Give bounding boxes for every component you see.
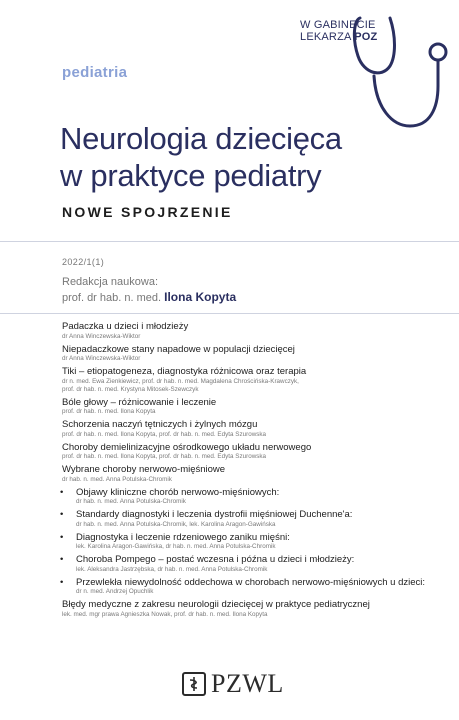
divider-top [0, 241, 459, 242]
toc-authors: prof. dr hab. n. med. Ilona Kopyta [62, 408, 156, 415]
toc-authors: prof. dr hab. n. med. Ilona Kopyta, prof. dr hab. n. med. Edyta Szurowska [62, 430, 267, 438]
toc-subauthors: dr n. med. Andrzej Opuchlik [76, 588, 154, 595]
editor-name [62, 290, 236, 304]
toc-entry [62, 464, 442, 484]
pzwl-logo-icon [182, 672, 206, 696]
toc-authors: dr Anna Winczewska-Wiktor [62, 355, 141, 362]
toc-entry [62, 599, 442, 619]
toc-title: Bóle głowy – różnicowanie i leczenie [62, 396, 217, 408]
toc-title: Tiki – etiopatogeneza, diagnostyka różnicowa oraz terapia [62, 366, 307, 377]
toc-authors: dr n. med. Ewa Zienkiewicz, prof. dr hab. n. med. Magdalena Chrościńska-Krawczyk, [62, 377, 299, 385]
bullet-icon: • [60, 531, 64, 543]
toc-title: Niepadaczkowe stany napadowe w populacji dziecięcej [62, 343, 295, 355]
series-line-2-bold: POZ [354, 31, 378, 43]
toc-title: Choroby demielinizacyjne ośrodkowego układu nerwowego [62, 441, 312, 453]
toc-authors: lek. med. mgr prawa Agnieszka Nowak, prof. dr hab. n. med. Ilona Kopyta [62, 610, 268, 618]
toc-entry [62, 397, 442, 417]
bullet-icon: • [60, 509, 64, 520]
toc-subtitle: Choroba Pompego – postać wczesna i późna u dzieci i młodzieży: [76, 554, 355, 565]
toc-subentry [62, 509, 442, 529]
toc-authors-continued: prof. dr hab. n. med. Krystyna Mitosek-Szewczyk [62, 385, 199, 393]
toc-authors: dr Anna Winczewska-Wiktor [62, 332, 141, 340]
toc-entry [62, 344, 442, 364]
publisher-logo [182, 669, 284, 699]
bullet-icon: • [60, 576, 64, 588]
toc-title: Schorzenia naczyń tętniczych i żylnych mózgu [62, 419, 258, 430]
bullet-icon: • [60, 554, 64, 565]
series-line-1: W GABINECIE [300, 19, 376, 31]
toc-subauthors: dr hab. n. med. Anna Potulska-Chromik, lek. Karolina Aragon-Gawińska [76, 520, 276, 528]
toc-subentry [62, 487, 442, 507]
toc-subentry [62, 554, 442, 574]
category-label: pediatria [62, 64, 128, 81]
book-title-line-1: Neurologia dziecięca [60, 121, 342, 156]
toc-subauthors: dr hab. n. med. Anna Potulska-Chromik [76, 498, 186, 505]
toc-subtitle: Standardy diagnostyki i leczenia dystrofii mięśniowej Duchenne'a: [76, 509, 353, 520]
editor-name-bold: Ilona Kopyta [164, 290, 237, 304]
toc-entry [62, 321, 442, 341]
editor-label: Redakcja naukowa: [62, 276, 159, 288]
publisher-name: PZWL [211, 669, 284, 698]
toc-authors: prof. dr hab. n. med. Ilona Kopyta, prof. dr hab. n. med. Edyta Szurowska [62, 453, 267, 460]
toc-subentry [62, 577, 442, 597]
book-title [60, 120, 400, 194]
toc-subtitle: Przewlekła niewydolność oddechowa w chorobach nerwowo-mięśniowych u dzieci: [76, 576, 426, 588]
bullet-icon: • [60, 486, 64, 498]
toc-entry [62, 419, 442, 439]
divider-middle [0, 313, 459, 314]
toc-entry [62, 442, 442, 462]
toc-entry [62, 366, 442, 394]
editor-prefix: prof. dr hab. n. med. [62, 292, 165, 304]
toc-title: Błędy medyczne z zakresu neurologii dziecięcej w praktyce pediatrycznej [62, 599, 370, 610]
toc-authors: dr hab. n. med. Anna Potulska-Chromik [62, 475, 172, 483]
toc-title: Padaczka u dzieci i młodzieży [62, 321, 189, 332]
toc-subauthors: lek. Karolina Aragon-Gawińska, dr hab. n. med. Anna Potulska-Chromik [76, 543, 276, 550]
book-title-line-2: w praktyce pediatry [60, 158, 322, 193]
toc-subtitle: Diagnostyka i leczenie rdzeniowego zaniku mięśni: [76, 531, 290, 543]
toc-subentry [62, 532, 442, 552]
toc-title: Wybrane choroby nerwowo-mięśniowe [62, 464, 226, 475]
toc-subauthors: lek. Aleksandra Jastrzębska, dr hab. n. med. Anna Potulska-Chromik [76, 565, 268, 573]
issue-number: 2022/1(1) [62, 257, 105, 267]
toc-subtitle: Objawy kliniczne chorób nerwowo-mięśniowych: [76, 486, 280, 498]
table-of-contents [62, 321, 442, 622]
series-line-2-prefix: LEKARZA [300, 31, 355, 43]
snake-staff-icon [186, 676, 202, 692]
book-subtitle: NOWE SPOJRZENIE [62, 204, 233, 220]
